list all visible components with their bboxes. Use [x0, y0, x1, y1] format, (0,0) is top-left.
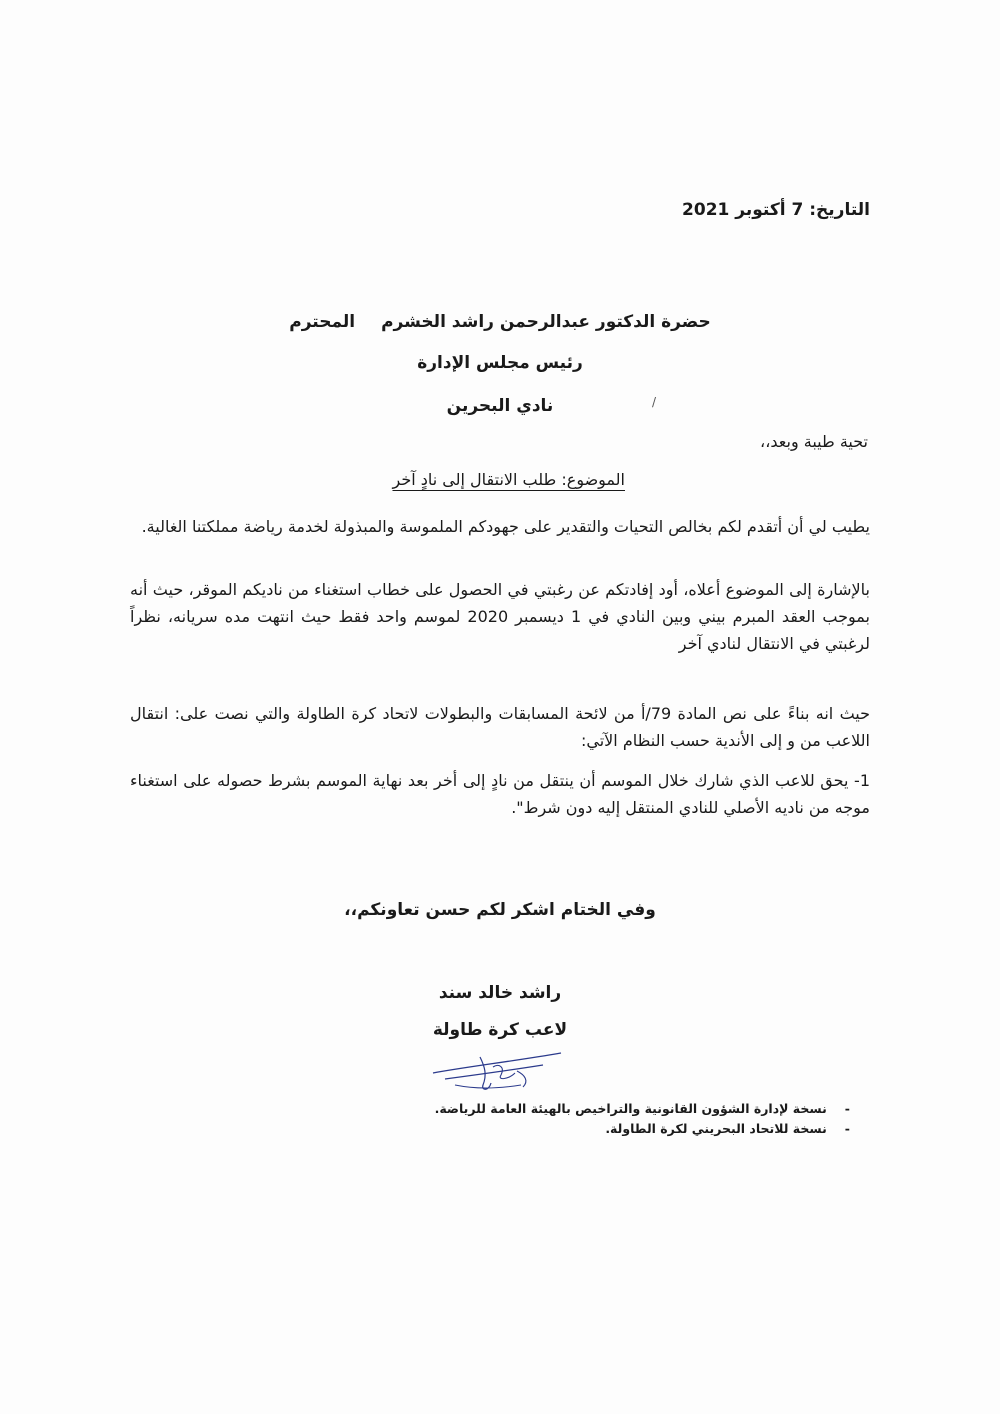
stray-pen-mark: /	[652, 395, 657, 409]
copy-recipient: -نسخة للاتحاد البحريني لكرة الطاولة.	[605, 1121, 850, 1136]
addressee-name: حضرة الدكتور عبدالرحمن راشد الخشرم	[381, 312, 711, 332]
signatory-name: راشد خالد سند	[438, 983, 562, 1003]
greeting: تحية طيبة وبعد،،	[760, 432, 868, 451]
body-paragraph: حيث انه بناءً على نص المادة 79/أ من لائحة المسابقات والبطولات لاتحاد كرة الطاولة والتي نصت على: انتقال اللاعب من و إلى الأندية حسب النظام الآتي:	[130, 704, 870, 750]
letter-date: التاريخ: 7 أكتوبر 2021	[682, 200, 870, 220]
bullet-dash: -	[844, 1121, 850, 1136]
subject-line: الموضوع: طلب الانتقال إلى نادٍ آخر	[392, 470, 625, 489]
addressee-honorific: المحترم	[289, 312, 356, 332]
handwritten-signature	[425, 1045, 565, 1105]
body-paragraph-clause: 1- يحق للاعب الذي شارك خلال الموسم أن ينتقل من نادٍ إلى أخر بعد نهاية الموسم بشرط حصوله على استغناء موجه من ناديه الأصلي للنادي المنتقل إليه دون شرط".	[130, 771, 870, 817]
bullet-dash: -	[844, 1101, 850, 1116]
body-paragraph: يطيب لي أن أتقدم لكم بخالص التحيات والتقدير على جهودكم الملموسة والمبذولة لخدمة رياضة مملكتنا الغالية.	[141, 517, 870, 536]
addressee-line-1	[0, 312, 1000, 332]
closing-line: وفي الختام اشكر لكم حسن تعاونكم،،	[344, 900, 656, 920]
body-paragraph: بالإشارة إلى الموضوع أعلاه، أود إفادتكم عن رغبتي في الحصول على خطاب استغناء من ناديكم الموقر، حيث أنه بموجب العقد المبرم بيني وبين النادي في 1 ديسمبر 2020 لموسم واحد فقط حيث انتهت مده سريانه، نظراً لرغبتي في الانتقال لنادي آخر	[130, 580, 871, 653]
addressee-line-2: رئيس مجلس الإدارة	[417, 353, 583, 373]
addressee-line-3: نادي البحرين	[446, 396, 554, 416]
copy-recipient: -نسخة لإدارة الشؤون القانونية والتراخيص بالهيئة العامة للرياضة.	[434, 1101, 850, 1116]
signatory-title: لاعب كرة طاولة	[432, 1020, 568, 1040]
